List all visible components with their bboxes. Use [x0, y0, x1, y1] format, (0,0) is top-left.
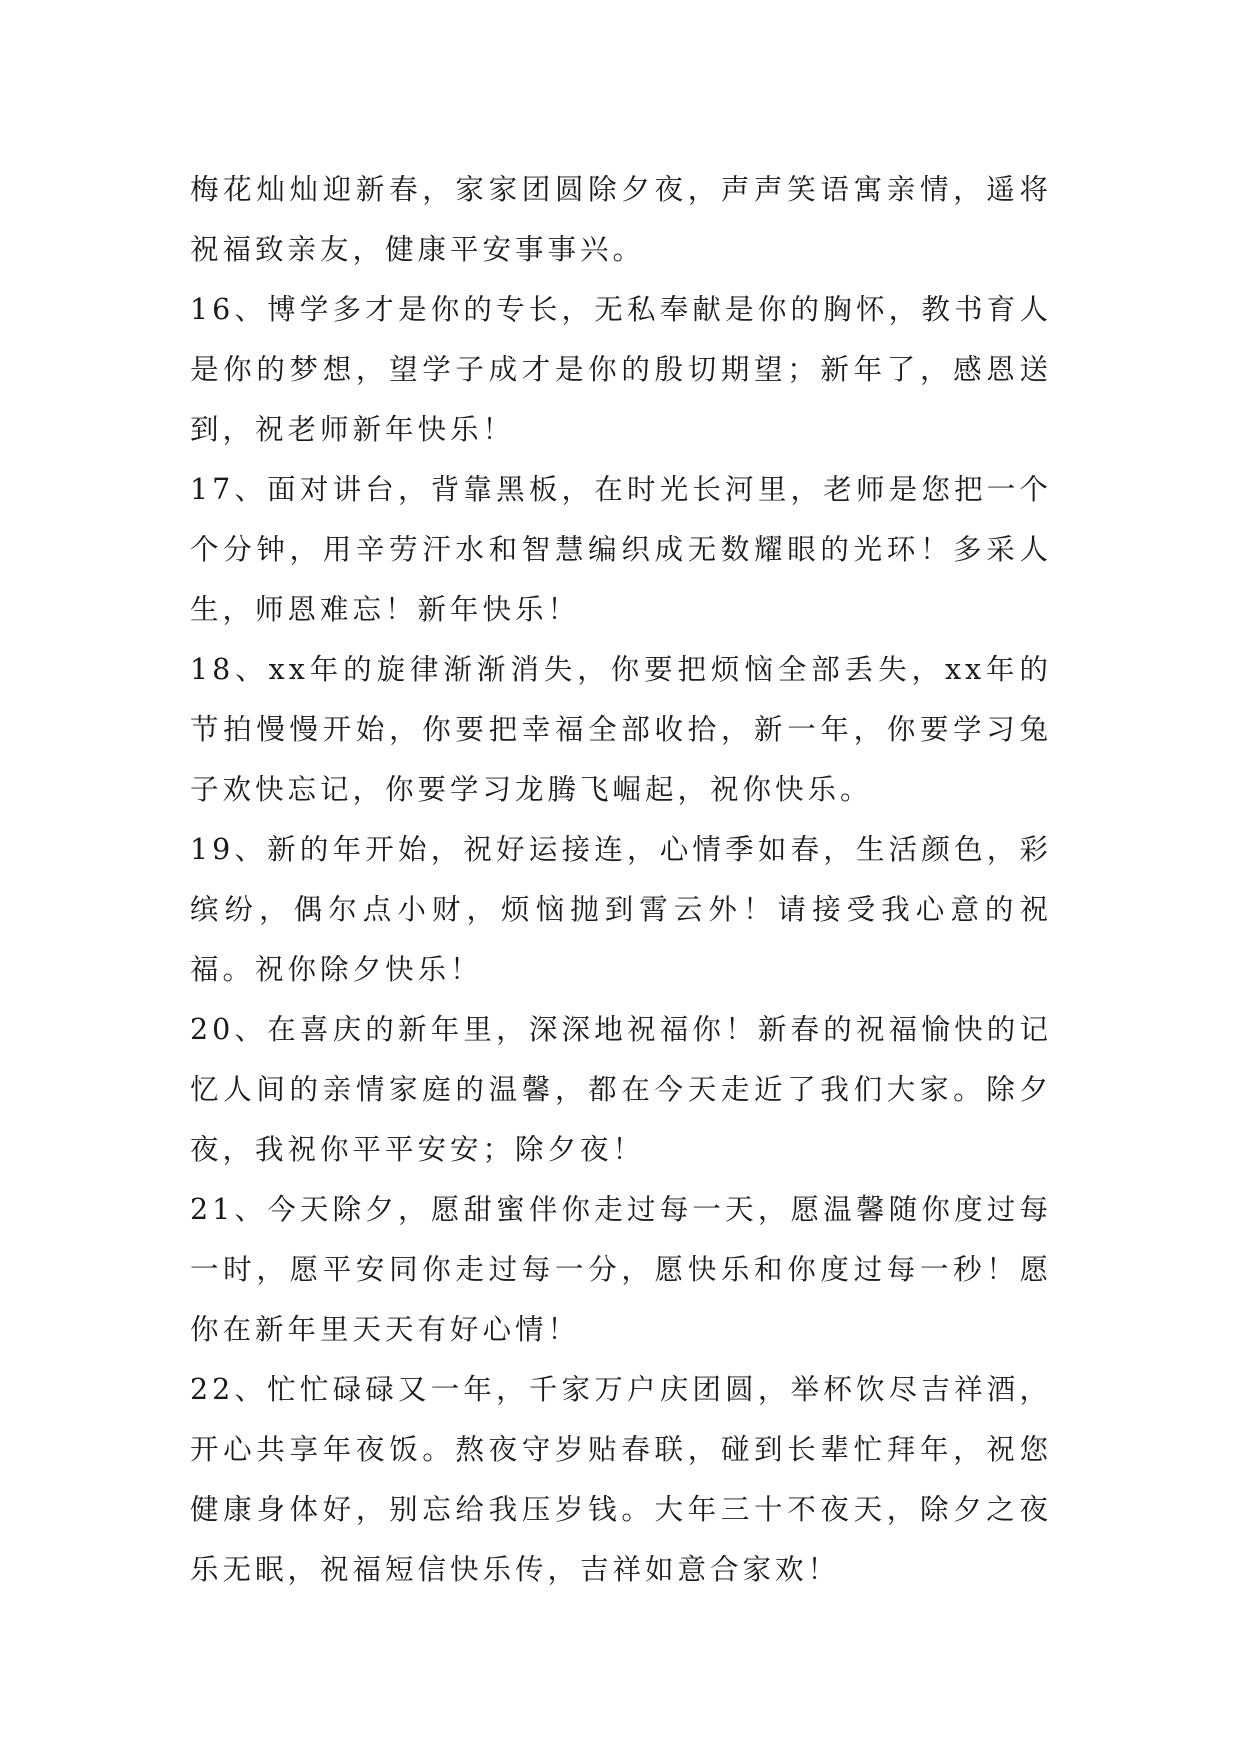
- paragraph-21: 21、今天除夕，愿甜蜜伴你走过每一天，愿温馨随你度过每一时，愿平安同你走过每一分，愿快乐和你度过每一秒！愿你在新年里天天有好心情！: [190, 1193, 1052, 1346]
- paragraph-17: 17、面对讲台，背靠黑板，在时光长河里，老师是您把一个个分钟，用辛劳汗水和智慧编织成无数耀眼的光环！多采人生，师恩难忘！新年快乐！: [190, 473, 1052, 626]
- paragraph-18: 18、xx年的旋律渐渐消失，你要把烦恼全部丢失，xx年的节拍慢慢开始，你要把幸福全部收拾，新一年，你要学习兔子欢快忘记，你要学习龙腾飞崛起，祝你快乐。: [190, 653, 1052, 806]
- document-body: [190, 160, 1052, 1600]
- paragraph-16: 16、博学多才是你的专长，无私奉献是你的胸怀，教书育人是你的梦想，望学子成才是你的殷切期望；新年了，感恩送到，祝老师新年快乐！: [190, 293, 1052, 446]
- paragraph-19: 19、新的年开始，祝好运接连，心情季如春，生活颜色，彩缤纷，偶尔点小财，烦恼抛到霄云外！请接受我心意的祝福。祝你除夕快乐！: [190, 833, 1052, 986]
- paragraph-22: 22、忙忙碌碌又一年，千家万户庆团圆，举杯饮尽吉祥酒，开心共享年夜饭。熬夜守岁贴春联，碰到长辈忙拜年，祝您健康身体好，别忘给我压岁钱。大年三十不夜天，除夕之夜乐无眠，祝福短信快乐传，吉祥如意合家欢！: [190, 1373, 1052, 1586]
- paragraph-20: 20、在喜庆的新年里，深深地祝福你！新春的祝福愉快的记忆人间的亲情家庭的温馨，都在今天走近了我们大家。除夕夜，我祝你平平安安；除夕夜！: [190, 1013, 1052, 1166]
- paragraph-intro: 梅花灿灿迎新春，家家团圆除夕夜，声声笑语寓亲情，遥将祝福致亲友，健康平安事事兴。: [190, 173, 1052, 266]
